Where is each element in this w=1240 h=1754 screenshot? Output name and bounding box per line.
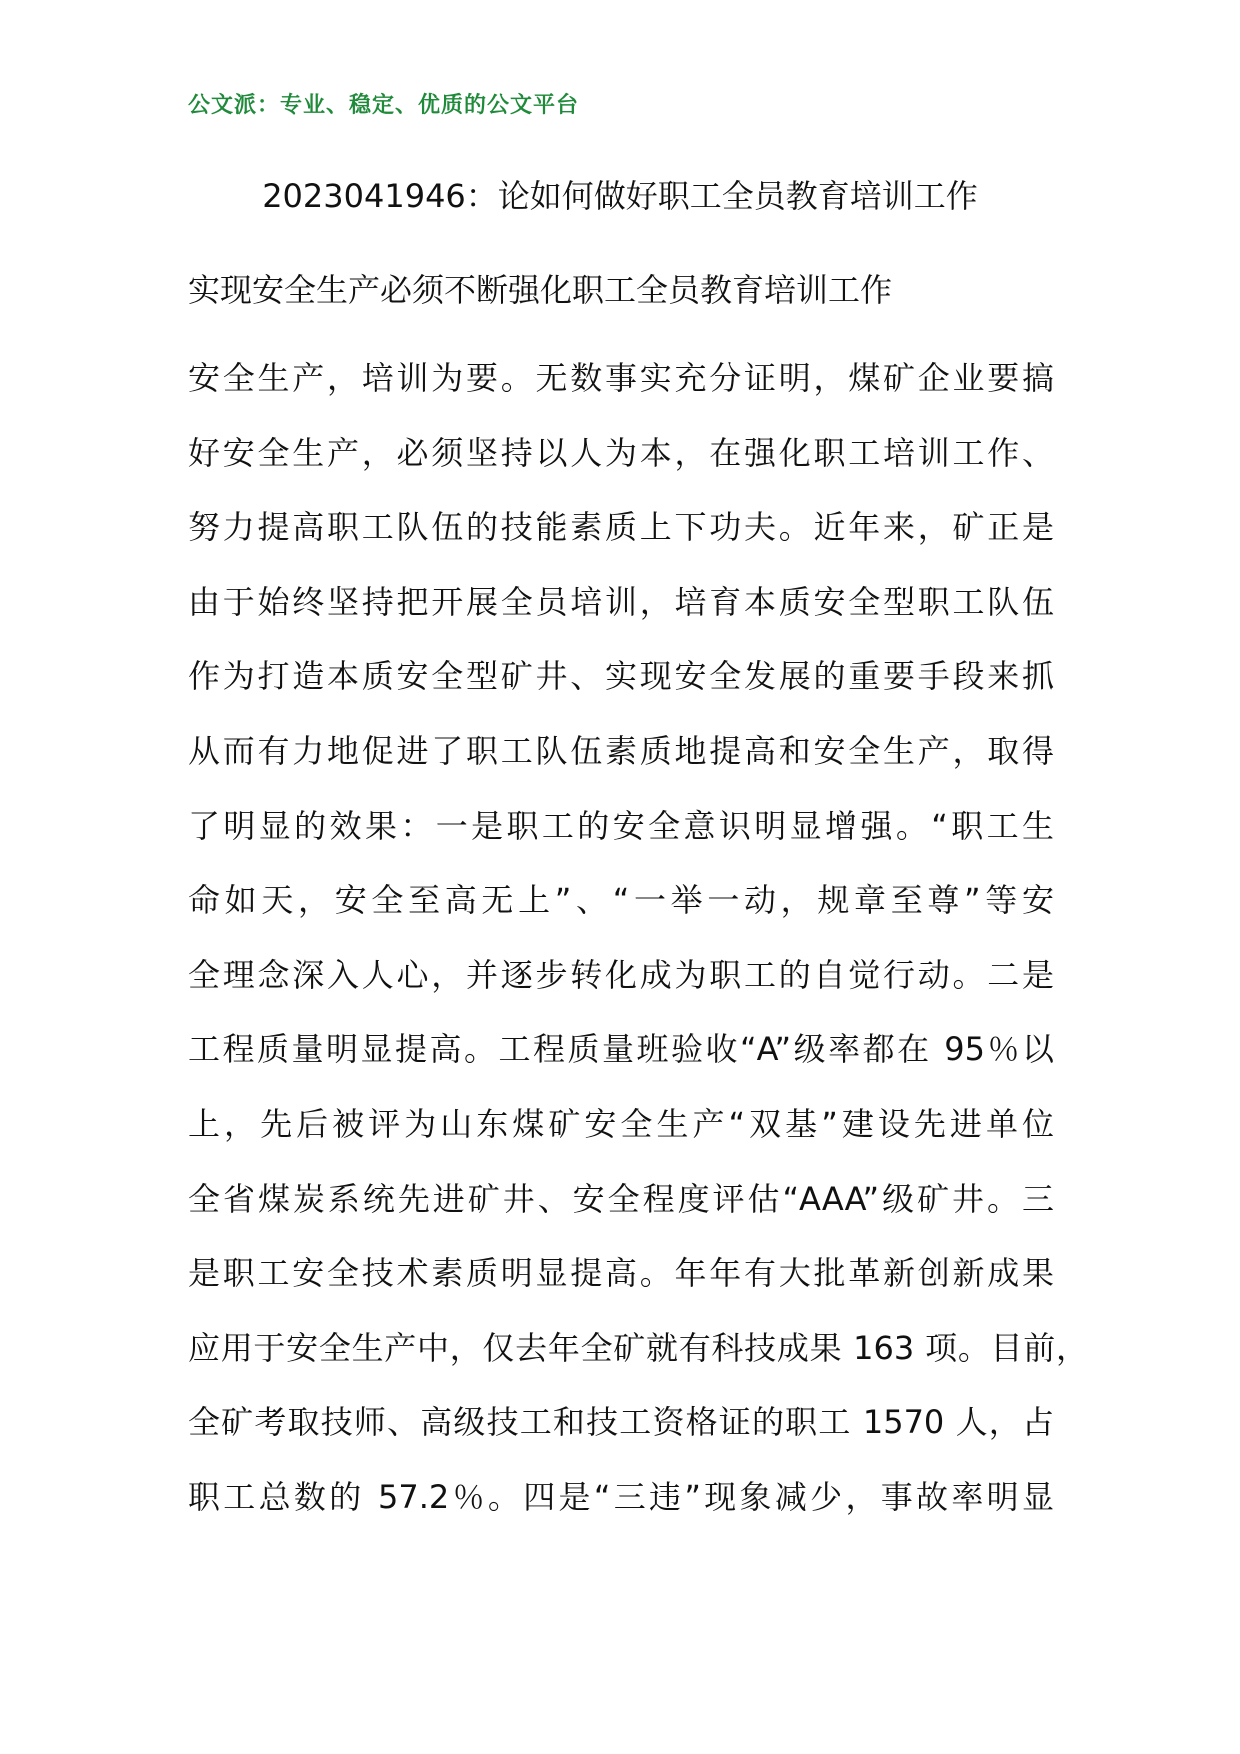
body-line: 命如天，安全至高无上”、“一举一动，规章至尊”等安 (188, 881, 1054, 920)
body-line: 作为打造本质安全型矿井、实现安全发展的重要手段来抓 (188, 657, 1054, 696)
body-line: 上，先后被评为山东煤矿安全生产“双基”建设先进单位 (188, 1104, 1054, 1143)
body-line: 由于始终坚持把开展全员培训，培育本质安全型职工队伍 (188, 582, 1054, 621)
body-text (188, 358, 1088, 1552)
body-line: 工程质量明显提高。工程质量班验收“A”级率都在 95％以 (188, 1030, 1054, 1069)
document-title: 2023041946：论如何做好职工全员教育培训工作 (262, 177, 978, 215)
brand-header: 公文派：专业、稳定、优质的公文平台 (188, 93, 580, 118)
body-line: 好安全生产，必须坚持以人为本，在强化职工培训工作、 (188, 433, 1054, 472)
body-line: 是职工安全技术素质明显提高。年年有大批革新创新成果 (188, 1254, 1054, 1293)
body-line: 职工总数的 57.2％。四是“三违”现象减少，事故率明显 (188, 1477, 1054, 1516)
body-line: 了明显的效果：一是职工的安全意识明显增强。“职工生 (188, 806, 1054, 845)
body-line: 全理念深入人心，并逐步转化成为职工的自觉行动。二是 (188, 955, 1054, 994)
body-line: 全矿考取技师、高级技工和技工资格证的职工 1570 人，占 (188, 1403, 1054, 1442)
body-line: 应用于安全生产中，仅去年全矿就有科技成果 163 项。目前， (188, 1328, 1088, 1367)
body-line: 从而有力地促进了职工队伍素质地提高和安全生产，取得 (188, 731, 1054, 770)
body-line: 安全生产，培训为要。无数事实充分证明，煤矿企业要搞 (188, 359, 1054, 397)
document-subtitle: 实现安全生产必须不断强化职工全员教育培训工作 (188, 271, 893, 309)
body-line: 全省煤炭系统先进矿井、安全程度评估“AAA”级矿井。三 (188, 1179, 1054, 1218)
body-line: 努力提高职工队伍的技能素质上下功夫。近年来，矿正是 (188, 508, 1054, 547)
